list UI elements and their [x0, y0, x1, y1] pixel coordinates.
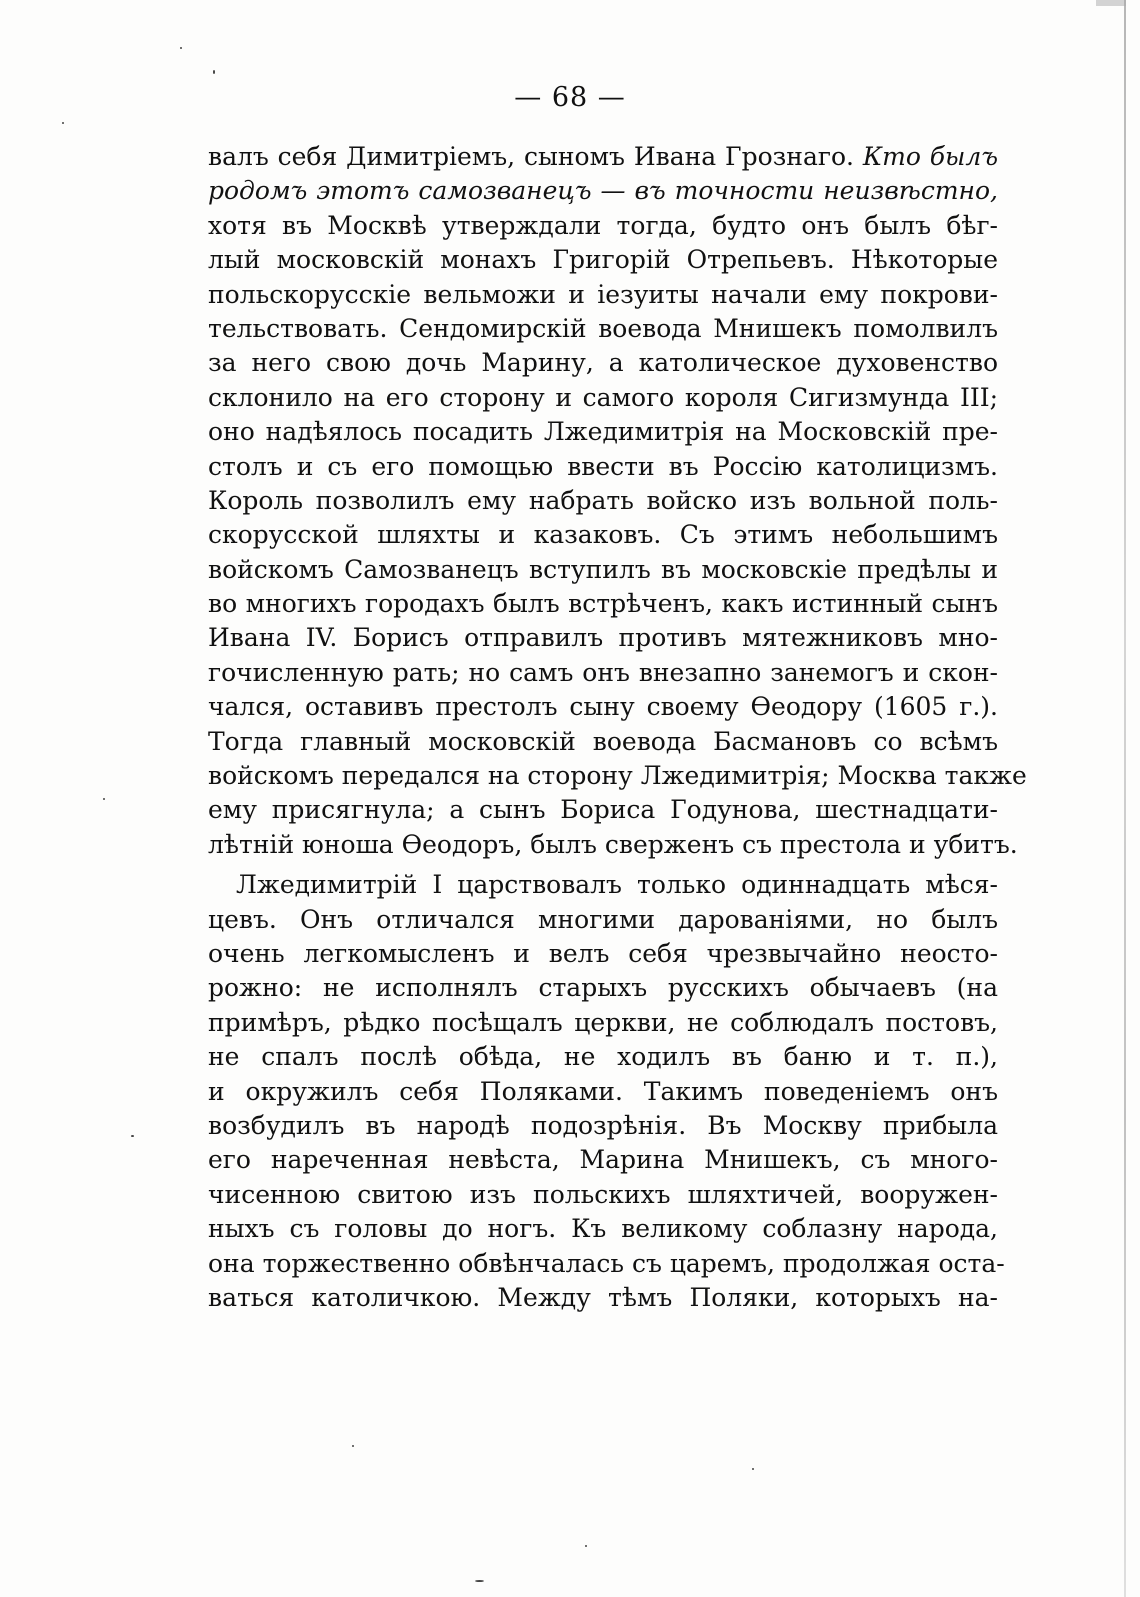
text-line: во многихъ городахъ былъ встрѣченъ, какъ истинный сынъ: [208, 589, 998, 619]
text-line: Тогда главный московскій воевода Басмановъ со всѣмъ: [208, 726, 998, 756]
text-line: ваться католичкою. Между тѣмъ Поляки, которыхъ на-: [208, 1282, 998, 1312]
text-line: примѣръ, рѣдко посѣщалъ церкви, не соблюдалъ постовъ,: [208, 1007, 998, 1037]
text-line: лый московскій монахъ Григорій Отрепьевъ. Нѣкоторые: [208, 245, 998, 275]
text-line: не спалъ послѣ обѣда, не ходилъ въ баню и т. п.),: [208, 1042, 998, 1072]
text-line: склонило на его сторону и самого короля Сигизмунда III;: [208, 382, 998, 412]
text-line: войскомъ передался на сторону Лжедимитрія; Москва также: [208, 761, 1027, 791]
text-line: она торжественно обвѣнчалась съ царемъ, продолжая оста-: [208, 1248, 1005, 1278]
text-line: чисенною свитою изъ польскихъ шляхтичей, вооружен-: [208, 1179, 998, 1209]
text-line: чался, оставивъ престолъ сыну своему Ѳеодору (1605 г.).: [208, 692, 998, 722]
text-line: оно надѣялось посадить Лжедимитрія на Московскій пре-: [208, 417, 998, 447]
paragraph-1: [208, 140, 1027, 862]
scan-speck: [585, 1545, 587, 1547]
text-line: лѣтній юноша Ѳеодоръ, былъ сверженъ съ престола и убитъ.: [208, 829, 1018, 859]
scan-speck: [103, 798, 105, 800]
text-line: его нареченная невѣста, Марина Мнишекъ, съ много-: [208, 1145, 998, 1175]
text-line: Ивана IV. Борисъ отправилъ противъ мятежниковъ мно-: [208, 623, 998, 653]
scan-speck: [131, 1135, 134, 1137]
text-line: скорусской шляхты и казаковъ. Съ этимъ небольшимъ: [208, 520, 998, 550]
text-line: столъ и съ его помощью ввести въ Россію католицизмъ.: [208, 451, 998, 481]
text-line: и окружилъ себя Поляками. Такимъ поведеніемъ онъ: [208, 1076, 998, 1106]
text-line: рожно: не исполнялъ старыхъ русскихъ обычаевъ (на: [208, 973, 998, 1003]
page-number: — 68 —: [514, 82, 626, 113]
scan-speck: [213, 70, 215, 74]
text-line: Лжедимитрій I царствовалъ только одиннадцать мѣся-: [236, 870, 998, 900]
scan-speck: [475, 1580, 484, 1582]
italic-text-span: Кто былъ: [862, 142, 998, 171]
paragraph-2: [208, 868, 1005, 1315]
text-line: родомъ этотъ самозванецъ — въ точности неизвѣстно,: [208, 176, 998, 206]
scan-speck: [352, 1445, 354, 1447]
text-line: цевъ. Онъ отличался многими дарованіями, но былъ: [208, 904, 998, 934]
scan-speck: [62, 122, 64, 124]
text-line: тельствовать. Сендомирскій воевода Мнишекъ помолвилъ: [208, 313, 998, 343]
body-text: [208, 140, 1027, 1315]
text-span: валъ себя Димитріемъ, сыномъ Ивана Грознаго.: [208, 142, 854, 171]
text-line: очень легкомысленъ и велъ себя чрезвычайно неосто-: [208, 938, 998, 968]
page-edge-shadow: [1124, 0, 1126, 1597]
text-line: Король позволилъ ему набрать войско изъ вольной поль-: [208, 485, 998, 515]
text-line: войскомъ Самозванецъ вступилъ въ московскіе предѣлы и: [208, 554, 998, 584]
text-line: хотя въ Москвѣ утверждали тогда, будто онъ былъ бѣг-: [208, 210, 998, 240]
scan-speck: [752, 1468, 754, 1470]
text-line: гочисленную рать; но самъ онъ внезапно занемогъ и скон-: [208, 657, 998, 687]
text-line: возбудилъ въ народѣ подозрѣнія. Въ Москву прибыла: [208, 1110, 998, 1140]
text-line: за него свою дочь Марину, а католическое духовенство: [208, 348, 998, 378]
text-line: польскорусскіе вельможи и іезуиты начали ему покрови-: [208, 279, 998, 309]
page-edge-mark: [1096, 0, 1126, 6]
scan-speck: [180, 47, 182, 49]
text-line: ему присягнула; а сынъ Бориса Годунова, шестнадцати-: [208, 795, 998, 825]
text-line: ныхъ съ головы до ногъ. Къ великому соблазну народа,: [208, 1214, 998, 1244]
text-line: [208, 140, 998, 174]
